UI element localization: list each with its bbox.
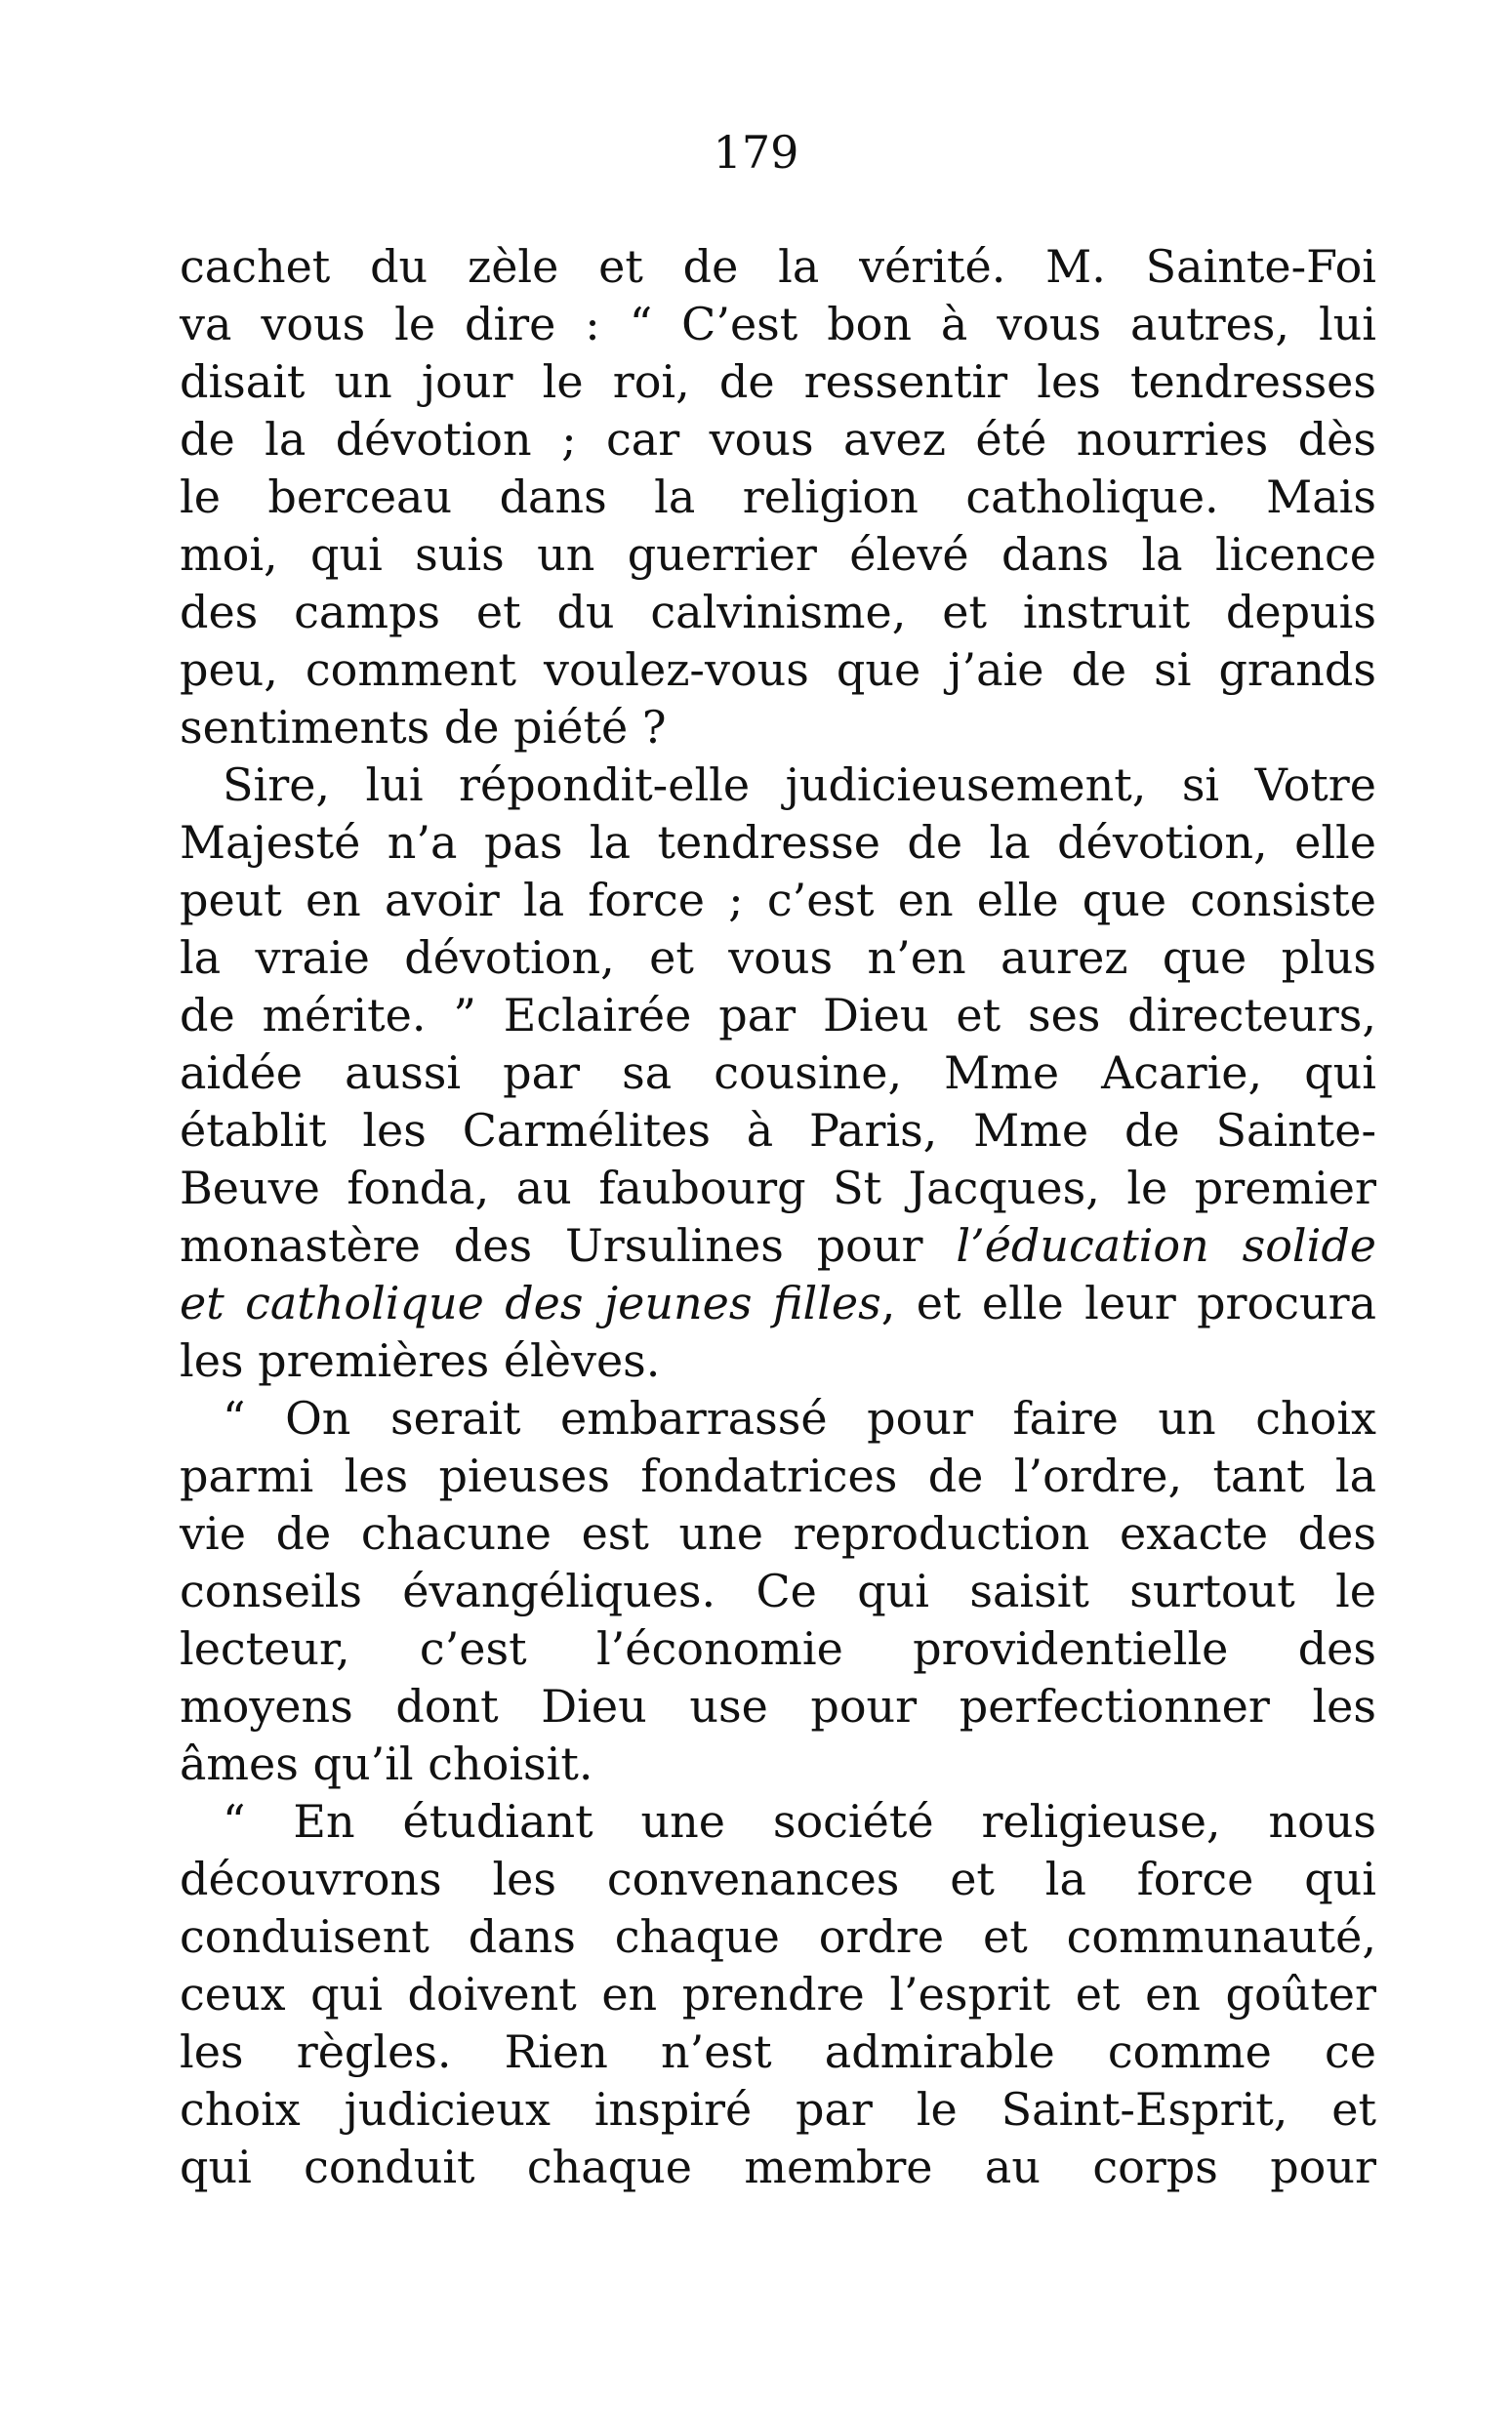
- italic-text-segment: l’éducation solide: [956, 1219, 1376, 1272]
- text-line: [180, 1505, 1376, 1563]
- text-line: [180, 1678, 1376, 1736]
- italic-text-segment: et catholique des jeunes filles: [180, 1277, 881, 1329]
- text-segment: le berceau dans la religion catholique. Mais: [180, 470, 1376, 523]
- text-segment: disait un jour le roi, de ressentir les tendresses: [180, 355, 1376, 408]
- text-line: [180, 1160, 1376, 1217]
- text-line: [180, 1332, 1376, 1390]
- text-line: [180, 929, 1376, 987]
- text-line: [180, 756, 1376, 814]
- text-segment: “ En étudiant une société religieuse, nous: [223, 1795, 1376, 1848]
- text-segment: conseils évangéliques. Ce qui saisit surtout le: [180, 1565, 1376, 1617]
- text-segment: Majesté n’a pas la tendresse de la dévotion, elle: [180, 816, 1376, 869]
- text-line: [180, 1275, 1376, 1332]
- text-line: [180, 1736, 1376, 1793]
- text-line: [180, 1620, 1376, 1678]
- text-segment: va vous le dire : “ C’est bon à vous autres, lui: [180, 298, 1376, 350]
- text-line: [180, 1044, 1376, 1102]
- text-segment: vie de chacune est une reproduction exacte des: [180, 1507, 1376, 1560]
- text-segment: des camps et du calvinisme, et instruit depuis: [180, 586, 1376, 638]
- text-segment: la vraie dévotion, et vous n’en aurez que plus: [180, 931, 1376, 984]
- text-segment: établit les Carmélites à Paris, Mme de Sainte-: [180, 1104, 1376, 1157]
- text-segment: Sire, lui répondit-elle judicieusement, si Votre: [223, 758, 1376, 811]
- text-line: [180, 987, 1376, 1044]
- text-segment: conduisent dans chaque ordre et communauté,: [180, 1910, 1376, 1963]
- text-segment: choix judicieux inspiré par le Saint-Esprit, et: [180, 2083, 1376, 2136]
- text-segment: les règles. Rien n’est admirable comme ce: [180, 2025, 1376, 2078]
- text-segment: lecteur, c’est l’économie providentielle des: [180, 1622, 1376, 1675]
- text-segment: Beuve fonda, au faubourg St Jacques, le premier: [180, 1162, 1376, 1214]
- text-line: [180, 584, 1376, 641]
- page-number: 179: [713, 126, 799, 179]
- text-line: [180, 469, 1376, 526]
- text-line: [180, 1966, 1376, 2023]
- text-line: [180, 2081, 1376, 2139]
- text-line: [180, 238, 1376, 296]
- text-segment: moyens dont Dieu use pour perfectionner les: [180, 1680, 1376, 1733]
- text-line: [180, 1102, 1376, 1160]
- text-segment: qui conduit chaque membre au corps pour: [180, 2141, 1376, 2193]
- text-segment: de mérite. ” Eclairée par Dieu et ses directeurs,: [180, 989, 1376, 1042]
- text-line: [180, 872, 1376, 929]
- text-line: [180, 411, 1376, 469]
- text-line: [180, 1217, 1376, 1275]
- text-line: [180, 526, 1376, 584]
- text-segment: parmi les pieuses fondatrices de l’ordre, tant la: [180, 1450, 1376, 1502]
- text-line: [180, 2023, 1376, 2081]
- text-segment: âmes qu’il choisit.: [180, 1737, 593, 1790]
- text-segment: ceux qui doivent en prendre l’esprit et en goûter: [180, 1968, 1376, 2021]
- text-segment: moi, qui suis un guerrier élevé dans la licence: [180, 528, 1376, 581]
- text-line: [180, 1390, 1376, 1448]
- text-line: [180, 1908, 1376, 1966]
- text-line: [180, 1563, 1376, 1620]
- text-segment: aidée aussi par sa cousine, Mme Acarie, qui: [180, 1046, 1376, 1099]
- text-segment: “ On serait embarrassé pour faire un choix: [223, 1392, 1376, 1445]
- page-body-text: [180, 238, 1376, 2196]
- text-line: [180, 296, 1376, 353]
- text-line: [180, 1851, 1376, 1908]
- text-line: [180, 641, 1376, 699]
- text-segment: , et elle leur procura: [880, 1277, 1377, 1329]
- text-segment: cachet du zèle et de la vérité. M. Sainte-Foi: [180, 240, 1376, 293]
- text-segment: monastère des Ursulines pour: [180, 1219, 957, 1272]
- text-segment: sentiments de piété ?: [180, 701, 667, 754]
- text-line: [180, 699, 1376, 756]
- text-segment: les premières élèves.: [180, 1334, 661, 1387]
- text-segment: découvrons les convenances et la force qui: [180, 1853, 1376, 1905]
- text-line: [180, 1793, 1376, 1851]
- text-segment: de la dévotion ; car vous avez été nourries dès: [180, 413, 1376, 466]
- text-line: [180, 2139, 1376, 2196]
- text-line: [180, 353, 1376, 411]
- text-line: [180, 814, 1376, 872]
- text-segment: peu, comment voulez-vous que j’aie de si grands: [180, 643, 1376, 696]
- text-segment: peut en avoir la force ; c’est en elle que consiste: [180, 874, 1376, 926]
- text-line: [180, 1448, 1376, 1505]
